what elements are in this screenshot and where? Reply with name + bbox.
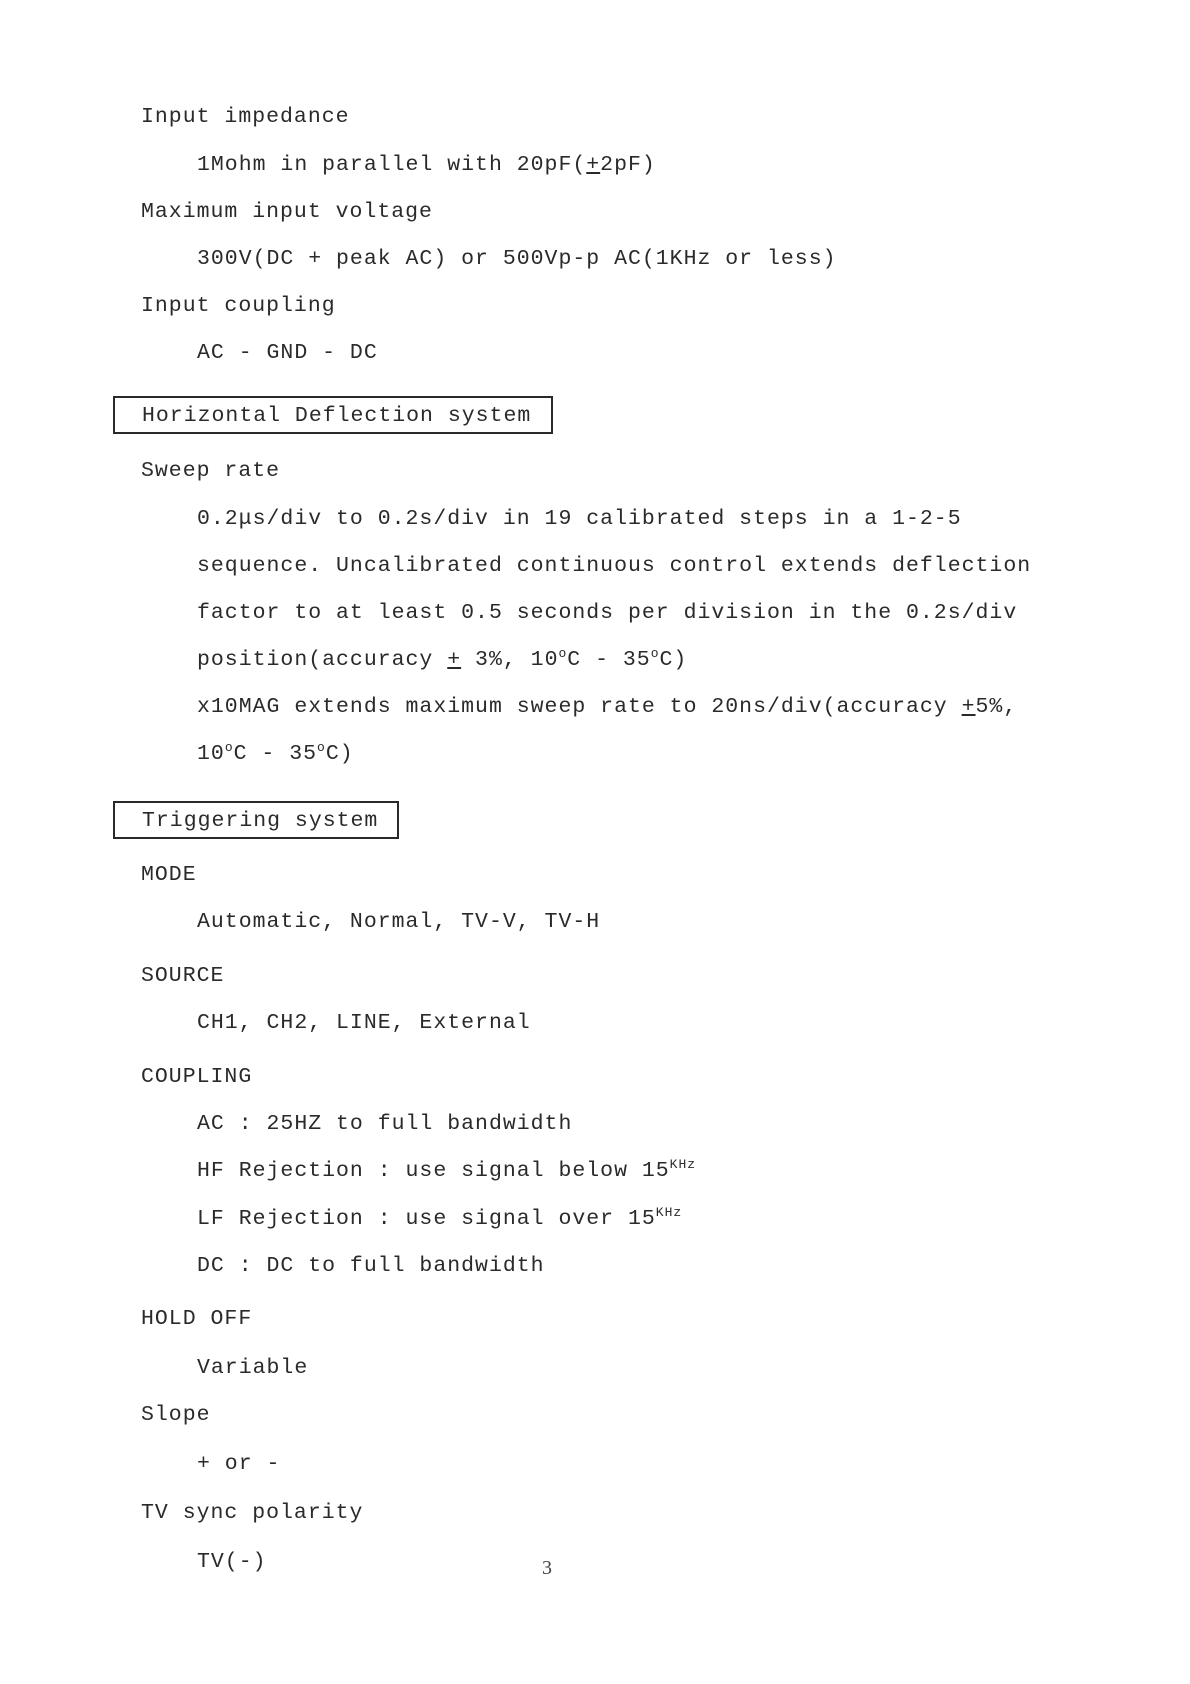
mode-heading: MODE (141, 863, 197, 887)
coupling-lf: LF Rejection : use signal over $15^{KHz}$ (197, 1205, 683, 1231)
sweep-rate-line-6: 10$^o$C - 35$^o$C) (197, 740, 354, 766)
coupling-heading: COUPLING (141, 1065, 253, 1089)
sweep-rate-line-1: 0.2μs/div to 0.2s/div in 19 calibrated steps in a 1-2-5 (197, 507, 962, 531)
triggering-section-title: Triggering system (142, 809, 379, 833)
sweep-rate-line-5: x10MAG extends maximum sweep rate to 20ns/div(accuracy +5%, (197, 695, 1018, 719)
input-coupling-heading: Input coupling (141, 294, 336, 318)
input-impedance-heading: Input impedance (141, 105, 350, 129)
coupling-hf: HF Rejection : use signal below $15^{KHz}$ (197, 1157, 697, 1183)
triggering-section-box (113, 801, 399, 839)
horizontal-section-title: Horizontal Deflection system (142, 404, 532, 428)
slope-value: + or - (197, 1452, 281, 1476)
holdoff-heading: HOLD OFF (141, 1307, 253, 1331)
tv-sync-heading: TV sync polarity (141, 1501, 364, 1525)
coupling-dc: DC : DC to full bandwidth (197, 1254, 545, 1278)
max-voltage-value: 300V(DC + peak AC) or 500Vp-p AC(1KHz or less) (197, 247, 837, 271)
page-number: 3 (542, 1557, 552, 1579)
max-voltage-heading: Maximum input voltage (141, 200, 433, 224)
holdoff-value: Variable (197, 1356, 309, 1380)
input-impedance-value: 1Mohm in parallel with 20pF(+2pF) (197, 153, 656, 177)
source-value: CH1, CH2, LINE, External (197, 1011, 531, 1035)
input-coupling-value: AC - GND - DC (197, 341, 378, 365)
sweep-rate-line-4: position(accuracy + 3%, 10$^o$C - 35$^o$C) (197, 646, 688, 672)
sweep-rate-line-3: factor to at least 0.5 seconds per division in the 0.2s/div (197, 601, 1018, 625)
sweep-rate-heading: Sweep rate (141, 459, 281, 483)
slope-heading: Slope (141, 1403, 211, 1427)
tv-sync-value: TV(-) (197, 1550, 267, 1574)
horizontal-section-box (113, 396, 553, 434)
source-heading: SOURCE (141, 964, 225, 988)
coupling-ac: AC : 25HZ to full bandwidth (197, 1112, 573, 1136)
mode-value: Automatic, Normal, TV-V, TV-H (197, 910, 601, 934)
sweep-rate-line-2: sequence. Uncalibrated continuous control extends deflection (197, 554, 1032, 578)
